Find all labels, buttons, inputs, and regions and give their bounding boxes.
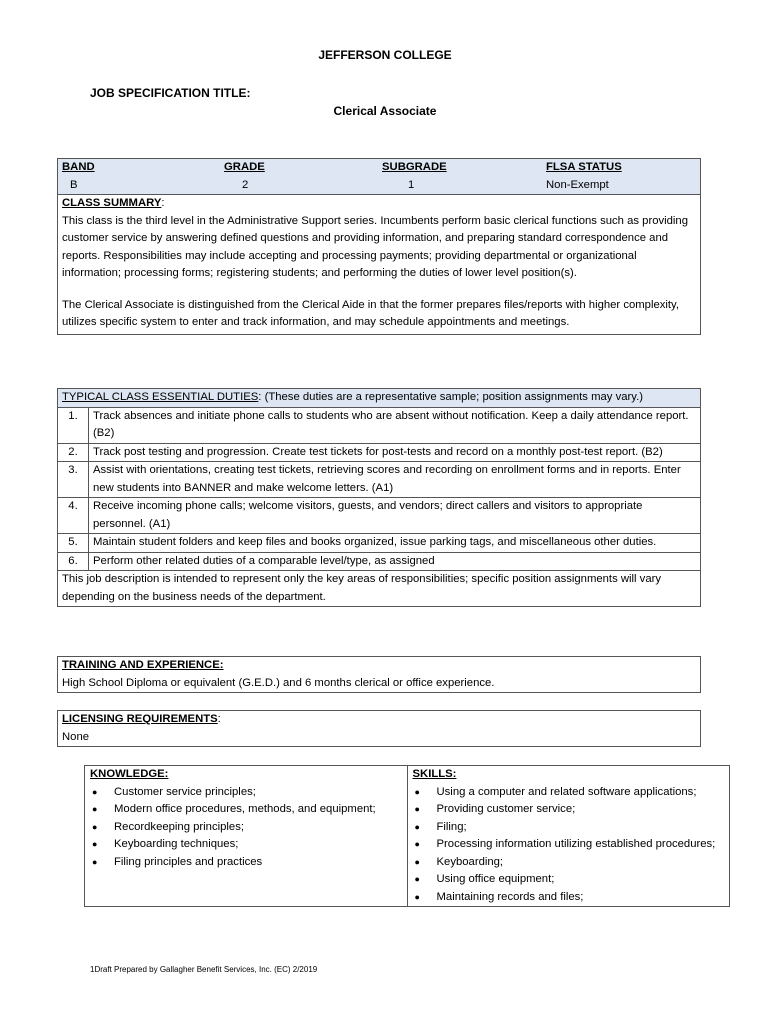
knowledge-skills-table — [84, 765, 730, 907]
duty-row — [58, 498, 701, 534]
knowledge-item: ● Filing principles and practices — [90, 854, 402, 872]
flsa-value: Non-Exempt — [546, 178, 609, 191]
skills-item: ● Providing customer service; — [413, 801, 725, 819]
classification-table — [57, 158, 701, 335]
duty-number: 3. — [58, 462, 89, 498]
duty-number: 5. — [58, 534, 89, 553]
flsa-label: FLSA STATUS — [546, 161, 622, 173]
duty-row — [58, 443, 701, 462]
knowledge-heading: KNOWLEDGE: — [90, 768, 169, 780]
grade-label: GRADE — [224, 161, 265, 173]
duty-number: 4. — [58, 498, 89, 534]
grade-value: 2 — [242, 178, 249, 191]
duty-number: 2. — [58, 443, 89, 462]
licensing-table — [57, 710, 701, 747]
training-table — [57, 656, 701, 693]
duty-row — [58, 534, 701, 553]
knowledge-item: ● Keyboarding techniques; — [90, 836, 402, 854]
duties-table — [57, 388, 701, 607]
training-text: High School Diploma or equivalent (G.E.D.) and 6 months clerical or office experience. — [62, 676, 495, 689]
job-spec-label: JOB SPECIFICATION TITLE: — [90, 86, 251, 100]
licensing-text: None — [62, 730, 90, 743]
licensing-heading-line — [62, 711, 696, 729]
knowledge-item: ● Customer service principles; — [90, 784, 402, 802]
skills-cell — [407, 766, 730, 907]
duties-header-row — [58, 389, 701, 408]
skills-item: ● Using office equipment; — [413, 871, 725, 889]
classification-header-row — [58, 159, 701, 195]
duty-number: 6. — [58, 552, 89, 571]
footer-note: 1Draft Prepared by Gallagher Benefit Services, Inc. (EC) 2/2019 — [90, 965, 318, 974]
skills-item: ● Processing information utilizing established procedures; — [413, 836, 725, 854]
duty-text: Track absences and initiate phone calls to students who are absent without notification. Keep a daily attendance report. (B2) — [89, 407, 701, 443]
knowledge-item: ● Recordkeeping principles; — [90, 819, 402, 837]
duty-text: Perform other related duties of a comparable level/type, as assigned — [89, 552, 701, 571]
band-label: BAND — [62, 161, 95, 173]
skills-item: ● Using a computer and related software applications; — [413, 784, 725, 802]
subgrade-label: SUBGRADE — [382, 161, 447, 173]
knowledge-list — [90, 784, 402, 872]
job-spec-title: Clerical Associate — [333, 104, 437, 118]
duty-text: Assist with orientations, creating test tickets, retrieving scores and recording on enrollment forms and in reports. Enter new students into BANNER and make welcome letters. (A1) — [89, 462, 701, 498]
class-summary-heading-line — [62, 195, 696, 213]
knowledge-item: ● Modern office procedures, methods, and equipment; — [90, 801, 402, 819]
duty-text: Maintain student folders and keep files and books organized, issue parking tags, and miscellaneous other duties. — [89, 534, 701, 553]
duty-row — [58, 407, 701, 443]
knowledge-cell — [85, 766, 408, 907]
class-summary-paragraph-2: The Clerical Associate is distinguished from the Clerical Aide in that the former prepares files/reports with higher complexity, utilizes specific system to enter and track information, and may schedule appointments and meetings. — [62, 298, 679, 328]
duty-text: Track post testing and progression. Create test tickets for post-tests and record on a monthly post-test report. (B2) — [89, 443, 701, 462]
skills-item: ● Filing; — [413, 819, 725, 837]
class-summary-colon: : — [161, 197, 165, 209]
skills-item: ● Keyboarding; — [413, 854, 725, 872]
skills-item: ● Maintaining records and files; — [413, 889, 725, 907]
duty-text: Receive incoming phone calls; welcome visitors, guests, and vendors; direct callers and visitors to appropriate personnel. (A1) — [89, 498, 701, 534]
class-summary-paragraph-1: This class is the third level in the Administrative Support series. Incumbents perform basic clerical functions such as providing customer service by answering defined questions and providing information, and preparing standard correspondence and reports. Responsibilities may include accepting and processing payments; providing departmental or organizational information; processing forms; registering students; and performing the duties of lower level position(s). — [62, 214, 689, 279]
duty-row — [58, 462, 701, 498]
duty-row — [58, 552, 701, 571]
duties-note: : (These duties are a representative sample; position assignments may vary.) — [258, 391, 643, 403]
duties-closing-text: This job description is intended to represent only the key areas of responsibilities; specific position assignments will vary depending on the business needs of the department. — [58, 571, 701, 607]
skills-heading: SKILLS: — [412, 768, 457, 780]
duty-number: 1. — [58, 407, 89, 443]
college-name: JEFFERSON COLLEGE — [318, 48, 452, 62]
class-summary-row — [58, 195, 701, 335]
training-heading: TRAINING AND EXPERIENCE: — [62, 659, 224, 671]
licensing-heading: LICENSING REQUIREMENTS — [62, 713, 218, 725]
skills-list — [413, 784, 725, 907]
subgrade-value: 1 — [408, 178, 415, 191]
band-value: B — [70, 178, 78, 191]
duties-closing-row — [58, 571, 701, 607]
class-summary-heading: CLASS SUMMARY — [62, 197, 162, 209]
duties-heading: TYPICAL CLASS ESSENTIAL DUTIES — [62, 391, 259, 403]
licensing-colon: : — [217, 713, 221, 725]
